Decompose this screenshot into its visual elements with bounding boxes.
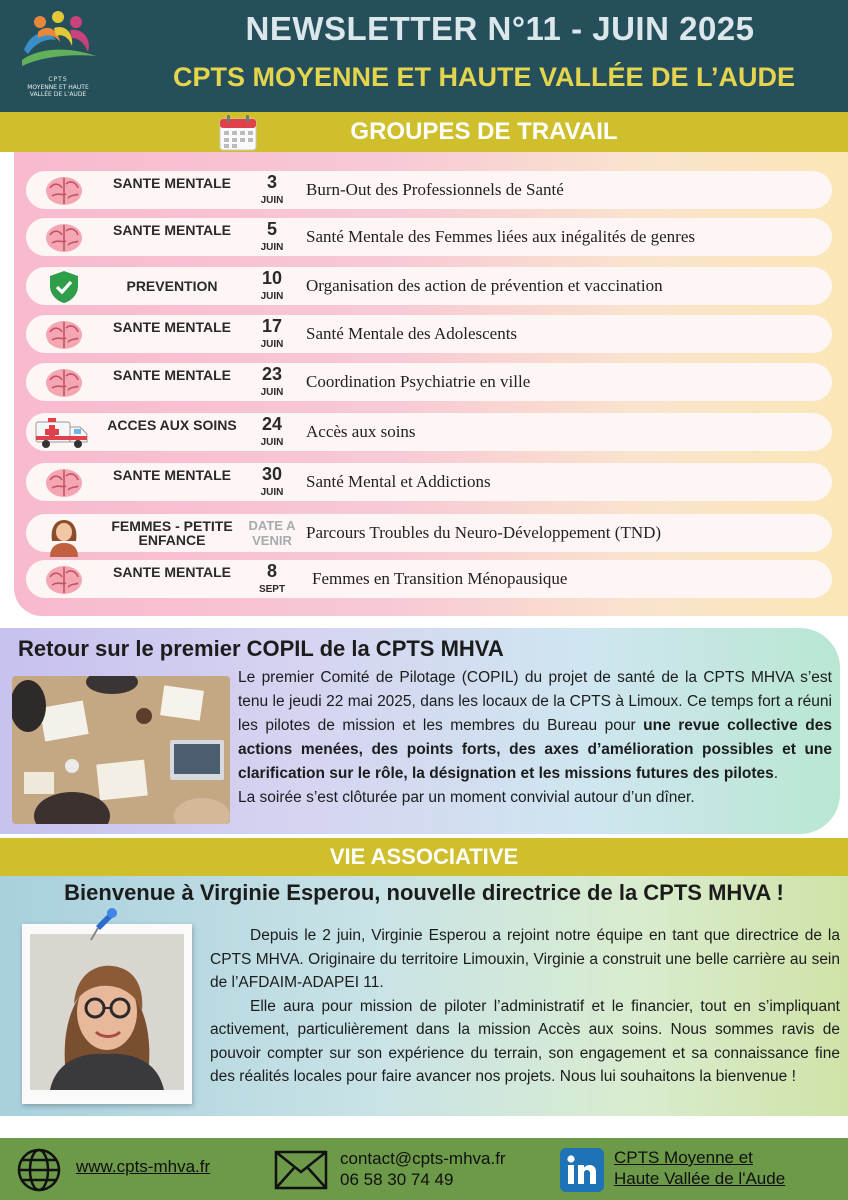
row-category: ACCES AUX SOINS [107,417,237,433]
linkedin-link[interactable] [614,1147,785,1189]
pushpin-icon [88,906,118,942]
calendar-icon [218,114,258,152]
vie-heading: VIE ASSOCIATIVE [329,844,519,869]
row-day: 30 [261,464,283,484]
logo-text-name: CPTS [48,76,68,83]
globe-icon [16,1147,62,1193]
row-title: Femmes en Transition Ménopausique [312,569,568,588]
contact-block [340,1148,506,1190]
linkedin-line-1: CPTS Moyenne et [614,1148,753,1167]
phone-number: 06 58 30 74 49 [340,1170,454,1189]
row-month: JUIN [260,387,284,398]
copil-paragraph-1-end: . [773,765,779,782]
row-title: Burn-Out des Professionnels de Santé [306,180,564,199]
row-day: 10 [261,268,283,288]
groupe-row [26,267,832,305]
email-link[interactable]: contact@cpts-mhva.fr [340,1149,506,1168]
cpts-logo [18,10,98,102]
row-title: Accès aux soins [306,422,416,441]
row-title: Organisation des action de prévention et vaccination [306,276,663,295]
copil-paragraph-1-bold: une revue collective des actions menées, des points forts, des axes d’amélioration possibles et une clarification sur le rôle, la désignation et les missions futures des pilotes [238,717,833,782]
row-title: Santé Mentale des Adolescents [306,324,518,343]
vie-band [0,838,848,876]
groupe-row [26,560,832,598]
row-category: SANTE MENTALE [113,319,231,335]
newsletter-title: NEWSLETTER N°11 - JUIN 2025 [245,10,755,47]
row-category: SANTE MENTALE [113,175,231,191]
groupe-row [26,413,832,451]
shield-check-icon [42,270,86,304]
row-day: 23 [261,364,283,384]
copil-paragraph-2: La soirée s’est clôturée par un moment convivial autour d’un dîner. [238,789,695,806]
row-title: Parcours Troubles du Neuro-Développement (TND) [306,523,662,542]
groupe-row [26,463,832,501]
website-link[interactable]: www.cpts-mhva.fr [76,1157,211,1176]
row-month: JUIN [260,242,284,253]
row-month: JUIN [260,437,284,448]
row-category: SANTE MENTALE [113,564,231,580]
woman-icon [42,517,86,551]
envelope-icon [274,1150,328,1190]
row-title: Coordination Psychiatrie en ville [306,372,531,391]
groupe-row [26,514,832,552]
brain-icon [42,466,86,500]
newsletter-subtitle: CPTS MOYENNE ET HAUTE VALLÉE DE L’AUDE [172,62,796,92]
copil-paragraph-1: Le premier Comité de Pilotage (COPIL) du projet de santé de la CPTS MHVA s’est tenu le jeudi 22 mai 2025, dans les locaux de la CPTS à Limoux. Ce temps fort a réuni les pilotes de mission et les membres du Bureau pour [238,669,832,734]
row-month: JUIN [260,339,284,350]
groupe-row [26,363,832,401]
vie-paragraph-2: Elle aura pour mission de piloter l’administratif et le financier, tout en s’impliquant activement, particulièrement dans la mission Accès aux soins. Nous sommes ravis de pouvoir compter sur son expérience du terrain, son engagement et sa connaissance fine des réalités locales pour faire avancer nos projets. Nous lui souhaitons la bienvenue ! [210,997,840,1085]
row-category: FEMMES - PETITE ENFANCE [111,518,233,548]
row-category: PREVENTION [126,278,218,294]
linkedin-line-2: Haute Vallée de l'Aude [614,1169,786,1188]
brain-icon [42,221,86,255]
vie-paragraph-1: Depuis le 2 juin, Virginie Esperou a rejoint notre équipe en tant que directrice de la CPTS MHVA. Originaire du territoire Limouxin, Virginie a construit une belle carrière au sein de l’AFDAIM-ADAPEI 11. [210,927,840,991]
copil-title: Retour sur le premier COPIL de la CPTS MHVA [18,636,504,661]
logo-line-2: VALLÉE DE L’AUDE [29,91,87,98]
groupe-row [26,171,832,209]
row-title: Santé Mentale des Femmes liées aux inégalités de genres [306,227,695,246]
groupes-heading: GROUPES DE TRAVAIL [350,118,618,145]
row-category: SANTE MENTALE [113,367,231,383]
groupes-band [0,112,848,152]
row-month: JUIN [260,195,284,206]
portrait-photo [30,934,184,1090]
copil-text [238,666,832,810]
meeting-photo [12,676,230,824]
vie-title: Bienvenue à Virginie Esperou, nouvelle directrice de la CPTS MHVA ! [64,880,784,905]
row-date-tbd: DATE A VENIR [248,518,296,548]
row-category: SANTE MENTALE [113,222,231,238]
row-category: SANTE MENTALE [113,467,231,483]
row-month: JUIN [260,291,284,302]
row-day: 17 [261,316,283,336]
row-title: Santé Mental et Addictions [306,472,491,491]
row-month: JUIN [260,487,284,498]
row-day: 5 [266,219,277,239]
logo-line-1: MOYENNE ET HAUTE [27,84,89,91]
brain-icon [42,174,86,208]
row-day: 3 [266,172,277,192]
groupe-row [26,315,832,353]
ambulance-icon [34,416,92,450]
brain-icon [42,366,86,400]
row-day: 24 [261,414,283,434]
row-month: SEPT [258,584,286,595]
row-day: 8 [266,561,277,581]
brain-icon [42,563,86,597]
brain-icon [42,318,86,352]
linkedin-icon[interactable] [560,1148,604,1192]
logo-text-region [0,84,118,98]
vie-text [210,924,840,1089]
groupe-row [26,218,832,256]
